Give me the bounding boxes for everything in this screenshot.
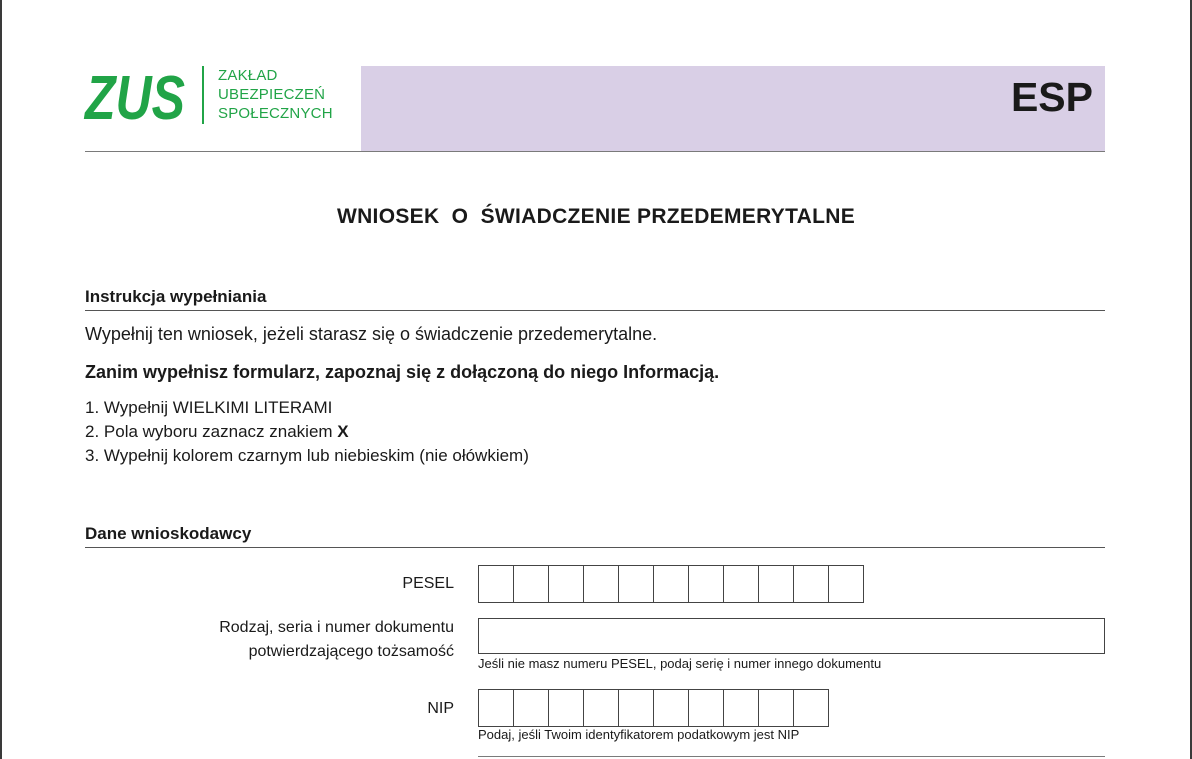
identity-document-field[interactable] xyxy=(478,618,1105,654)
nip-hint: Podaj, jeśli Twoim identyfikatorem podatkowym jest NIP xyxy=(478,727,800,742)
form-header xyxy=(85,64,1105,152)
logo-line-2: UBEZPIECZEŃ xyxy=(218,86,326,103)
pesel-cell[interactable] xyxy=(794,566,829,602)
pesel-cell[interactable] xyxy=(829,566,864,602)
pesel-cell[interactable] xyxy=(689,566,724,602)
pesel-cell[interactable] xyxy=(479,566,514,602)
instructions-heading: Instrukcja wypełniania xyxy=(85,287,1105,311)
pesel-cell[interactable] xyxy=(514,566,549,602)
nip-label: NIP xyxy=(427,700,454,717)
section-rule xyxy=(478,756,1105,757)
logo-line-1: ZAKŁAD xyxy=(218,67,278,84)
nip-cell[interactable] xyxy=(479,690,514,726)
pesel-label: PESEL xyxy=(402,575,454,592)
instructions-intro: Wypełnij ten wniosek, jeżeli starasz się o świadczenie przedemerytalne. xyxy=(85,324,658,344)
nip-cell[interactable] xyxy=(724,690,759,726)
instruction-item-2-text: 2. Pola wyboru zaznacz znakiem xyxy=(85,422,333,441)
nip-input-grid[interactable] xyxy=(478,689,829,727)
nip-cell[interactable] xyxy=(654,690,689,726)
page-edge-left xyxy=(0,0,2,759)
nip-cell[interactable] xyxy=(794,690,829,726)
instructions-emphasis: Zanim wypełnisz formularz, zapoznaj się z dołączoną do niego Informacją. xyxy=(85,362,720,382)
applicant-heading: Dane wnioskodawcy xyxy=(85,524,1105,548)
header-rule xyxy=(85,151,1105,152)
pesel-cell[interactable] xyxy=(549,566,584,602)
svg-text:ZUS: ZUS xyxy=(83,64,185,133)
document-label xyxy=(85,616,454,664)
pesel-input-grid[interactable] xyxy=(478,565,864,603)
instruction-item-3: 3. Wypełnij kolorem czarnym lub niebieskim (nie ołówkiem) xyxy=(85,446,529,465)
document-label-line-1: Rodzaj, seria i numer dokumentu xyxy=(219,619,454,636)
document-hint: Jeśli nie masz numeru PESEL, podaj serię i numer innego dokumentu xyxy=(478,656,882,671)
pesel-cell[interactable] xyxy=(619,566,654,602)
pesel-cell[interactable] xyxy=(759,566,794,602)
nip-cell[interactable] xyxy=(514,690,549,726)
pesel-cell[interactable] xyxy=(654,566,689,602)
document-label-line-2: potwierdzającego tożsamość xyxy=(248,643,454,660)
pesel-cell[interactable] xyxy=(724,566,759,602)
instruction-item-2 xyxy=(85,422,349,442)
x-mark-example: X xyxy=(337,422,349,441)
form-code: ESP xyxy=(1010,74,1093,120)
nip-cell[interactable] xyxy=(689,690,724,726)
logo-line-3: SPOŁECZNYCH xyxy=(218,105,333,122)
form-code-band xyxy=(361,66,1105,152)
form-title: WNIOSEK O ŚWIADCZENIE PRZEDEMERYTALNE xyxy=(336,205,856,228)
nip-cell[interactable] xyxy=(584,690,619,726)
logo-divider xyxy=(202,66,204,124)
logo-wordmark xyxy=(218,66,333,123)
zus-logo-mark xyxy=(83,64,185,133)
pesel-cell[interactable] xyxy=(584,566,619,602)
nip-cell[interactable] xyxy=(759,690,794,726)
nip-cell[interactable] xyxy=(619,690,654,726)
nip-cell[interactable] xyxy=(549,690,584,726)
instruction-item-1: 1. Wypełnij WIELKIMI LITERAMI xyxy=(85,398,333,417)
